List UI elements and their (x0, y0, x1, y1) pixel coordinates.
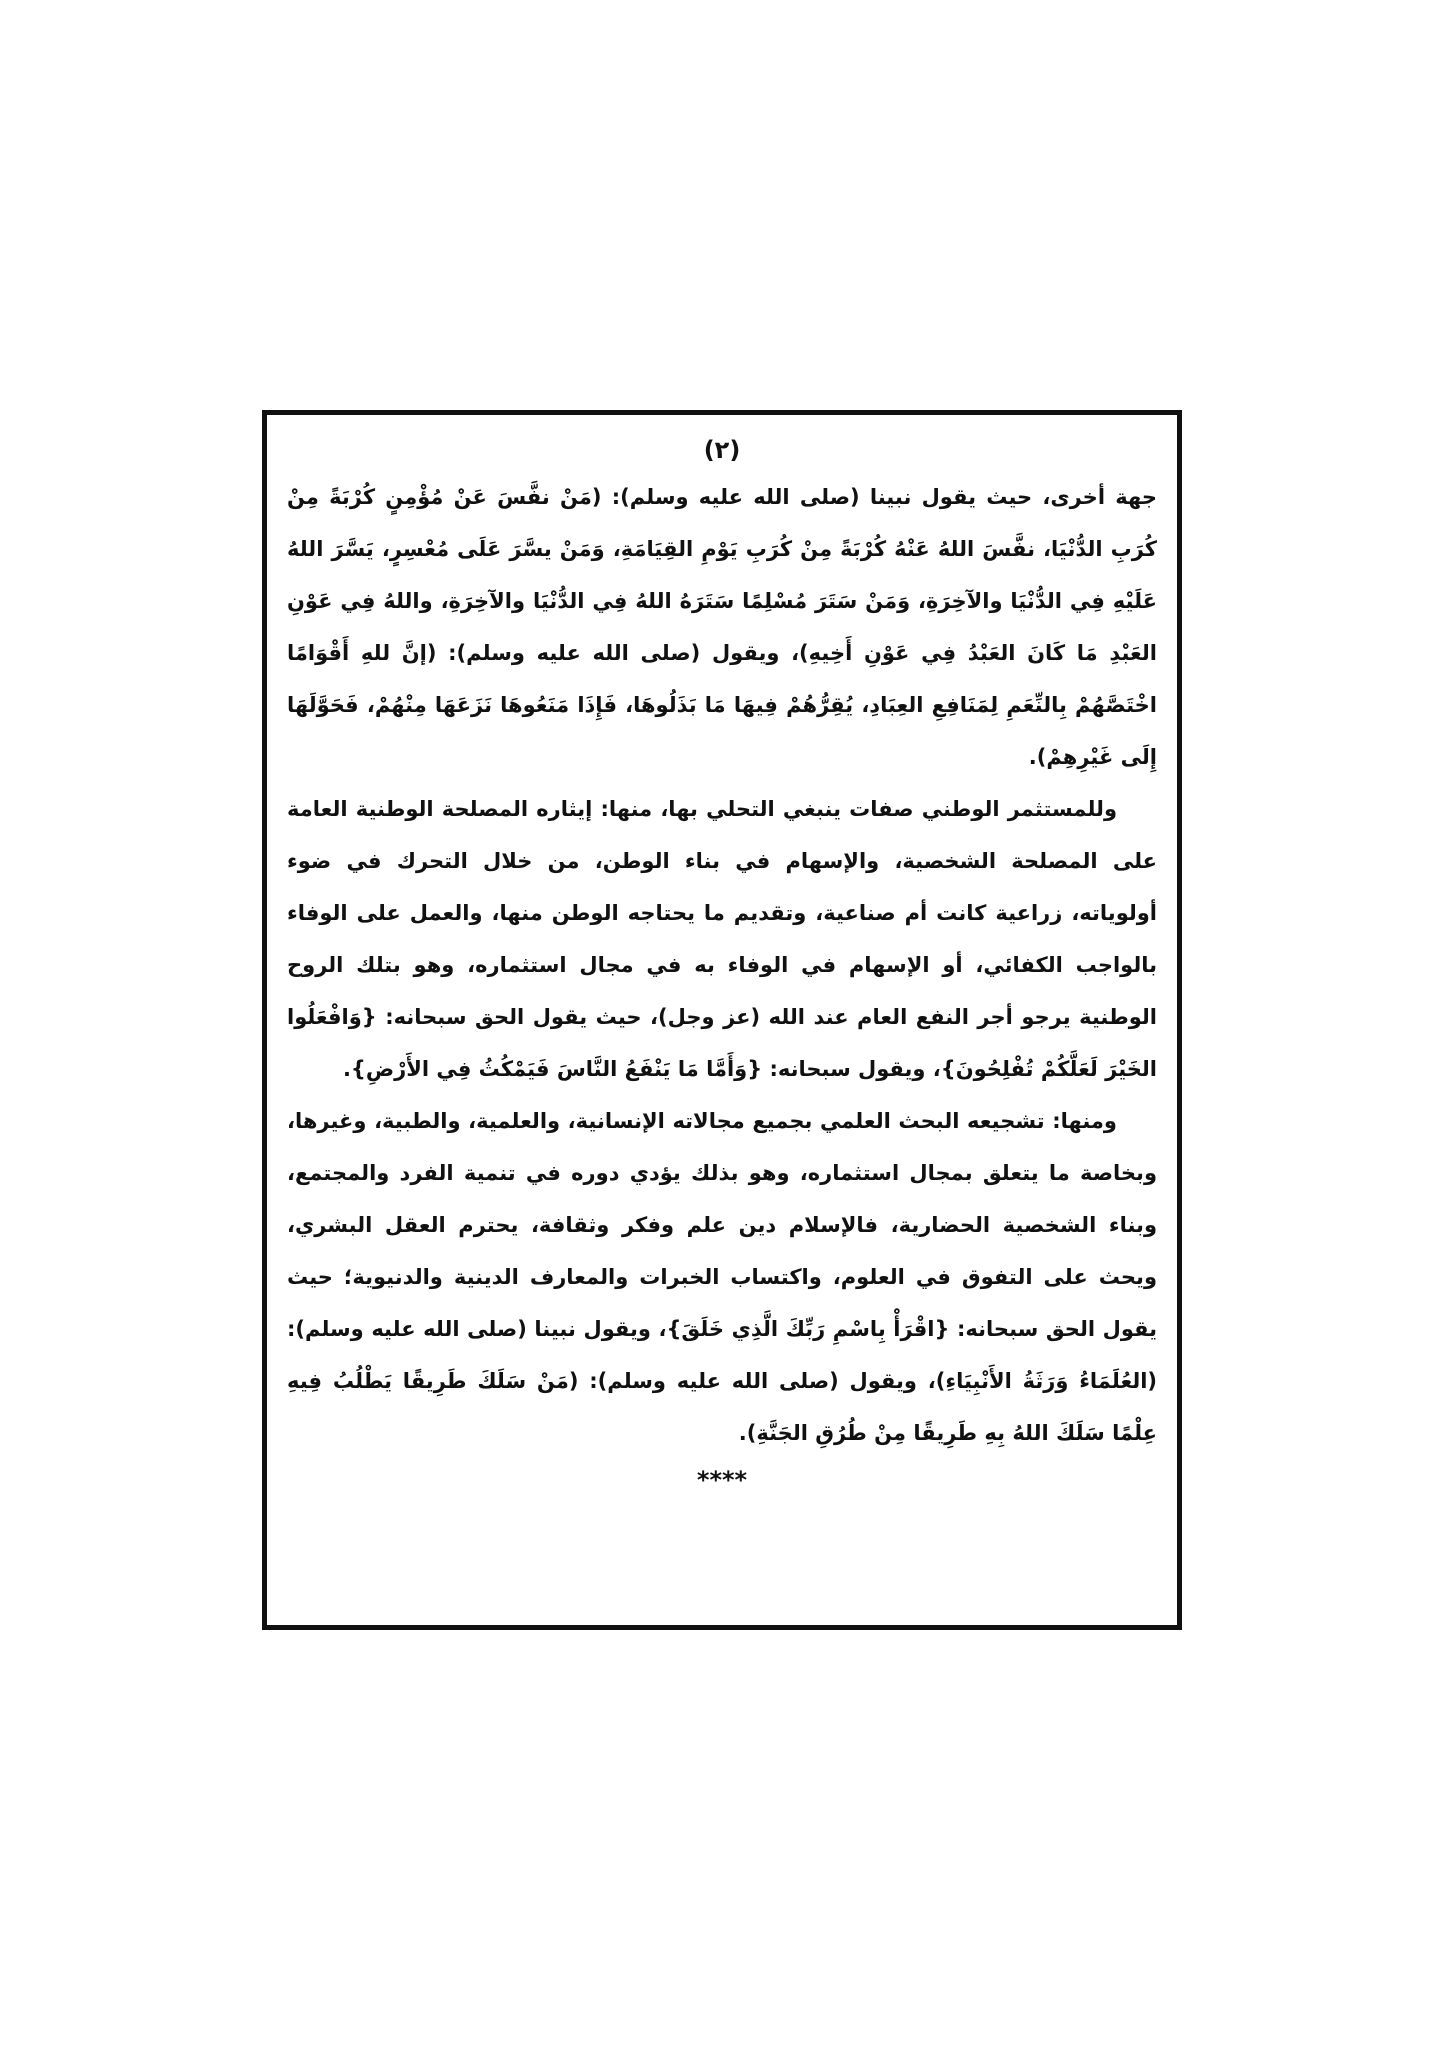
end-mark: **** (696, 1466, 748, 1494)
paragraph-hadith: جهة أخرى، حيث يقول نبينا (صلى الله عليه وسلم): (مَنْ نفَّسَ عَنْ مُؤْمِنٍ كُرْبَةً مِنْ كُرَبِ الدُّنْيَا، نفَّسَ اللهُ عَنْهُ كُرْبَةً مِنْ كُرَبِ يَوْمِ القِيَامَةِ، وَمَنْ يسَّرَ عَلَى مُعْسِرٍ، يَسَّرَ اللهُ عَلَيْهِ فِي الدُّنْيَا والآخِرَةِ، وَمَنْ سَتَرَ مُسْلِمًا سَتَرَهُ اللهُ فِي الدُّنْيَا والآخِرَةِ، واللهُ فِي عَوْنِ العَبْدِ مَا كَانَ العَبْدُ فِي عَوْنِ أَخِيهِ)، ويقول (صلى الله عليه وسلم): (إنَّ للهِ أَقْوَامًا اخْتَصَّهُمْ بِالنِّعَمِ لِمَنَافِعِ العِبَادِ، يُقِرُّهُمْ فِيهَا مَا بَذَلُوهَا، فَإِذَا مَنَعُوهَا نَزَعَهَا مِنْهُمْ، فَحَوَّلَهَا إِلَى غَيْرِهِمْ). (287, 485, 1157, 769)
paragraph-scientific-research: ومنها: تشجيعه البحث العلمي بجميع مجالاته الإنسانية، والعلمية، والطبية، وغيرها، وبخاصة ما يتعلق بمجال استثماره، وهو بذلك يؤدي دوره في تنمية الفرد والمجتمع، وبناء الشخصية الحضارية، فالإسلام دين علم وفكر وثقافة، يحترم العقل البشري، ويحث على التفوق في العلوم، واكتساب الخبرات والمعارف الدينية والدنيوية؛ حيث يقول الحق سبحانه: {اقْرَأْ بِاسْمِ رَبِّكَ الَّذِي خَلَقَ}، ويقول نبينا (صلى الله عليه وسلم): (العُلَمَاءُ وَرَثَةُ الأَنْبِيَاءِ)، ويقول (صلى الله عليه وسلم): (مَنْ سَلَكَ طَرِيقًا يَطْلُبُ فِيهِ عِلْمًا سَلَكَ اللهُ بِهِ طَرِيقًا مِنْ طُرُقِ الجَنَّةِ). (287, 1109, 1157, 1445)
paragraph-national-investor: وللمستثمر الوطني صفات ينبغي التحلي بها، منها: إيثاره المصلحة الوطنية العامة على المصلحة الشخصية، والإسهام في بناء الوطن، من خلال التحرك في ضوء أولوياته، زراعية كانت أم صناعية، وتقديم ما يحتاجه الوطن منها، والعمل على الوفاء بالواجب الكفائي، أو الإسهام في الوفاء به في مجال استثماره، وهو بتلك الروح الوطنية يرجو أجر النفع العام عند الله (عز وجل)، حيث يقول الحق سبحانه: {وَافْعَلُوا الخَيْرَ لَعَلَّكُمْ تُفْلِحُونَ}، ويقول سبحانه: {وَأَمَّا مَا يَنْفَعُ النَّاسَ فَيَمْكُثُ فِي الأَرْضِ}. (287, 797, 1157, 1081)
page-number: (٢) (703, 436, 741, 464)
page-frame (262, 410, 1182, 1630)
